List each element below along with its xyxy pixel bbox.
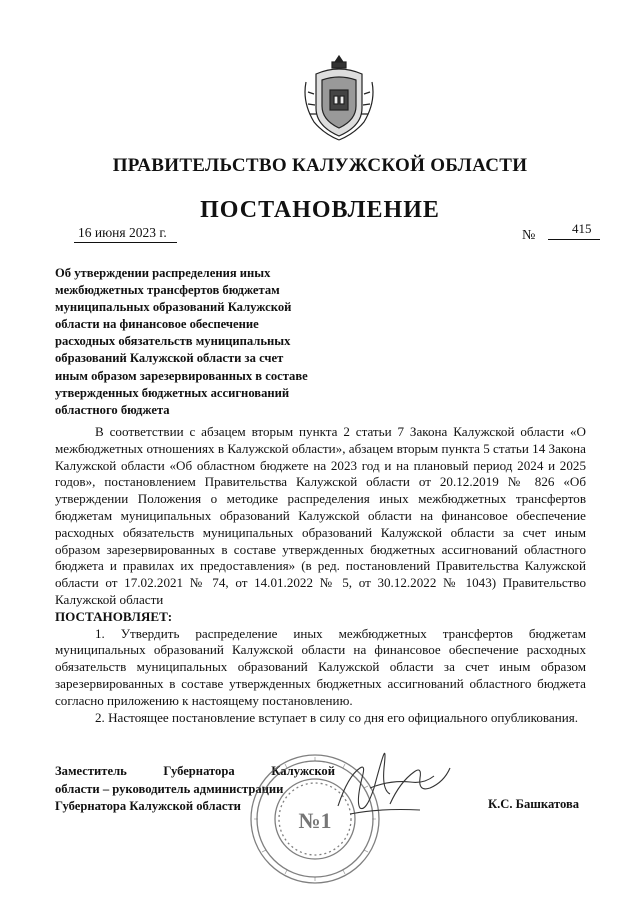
number-underline [548, 239, 600, 240]
signer-title-word: Заместитель [55, 764, 127, 778]
item-2-paragraph: 2. Настоящее постановление вступает в силу со дня его официального опубликования. [95, 709, 579, 725]
document-type: ПОСТАНОВЛЕНИЕ [200, 197, 440, 223]
number-label: № [522, 228, 536, 243]
document-body [55, 424, 586, 726]
subject-line: муниципальных образований Калужской [55, 300, 292, 315]
document-date: 16 июня 2023 г. [74, 225, 177, 243]
seal-center-text: №1 [298, 808, 332, 833]
signer-title-word: Калужской [271, 764, 335, 778]
signer-title-line-3: Губернатора Калужской области [55, 799, 241, 813]
item-1-paragraph: 1. Утвердить распределение иных межбюджетных трансфертов бюджетам муниципальных образований Калужской области на финансовое обеспечение расходных обязательств муниципальных образований Калужской области за счет иным образом зарезервированных в составе утвержденных бюджетных ассигнований областного бюджета согласно приложению к настоящему постановлению. [55, 625, 586, 708]
document-number: 415 [572, 221, 592, 236]
handwritten-signature-icon [330, 748, 460, 818]
subject-line: иным образом зарезервированных в составе [55, 368, 308, 383]
coat-of-arms-icon [300, 52, 378, 144]
subject-line: Об утверждении распределения иных [55, 266, 271, 280]
subject-line: областного бюджета [55, 402, 170, 417]
subject-line: области на финансовое обеспечение [55, 317, 259, 332]
subject-line: расходных обязательств муниципальных [55, 334, 291, 349]
signer-title-line-2: области – руководитель администрации [55, 781, 284, 796]
document-subject [55, 265, 339, 419]
government-name: ПРАВИТЕЛЬСТВО КАЛУЖСКОЙ ОБЛАСТИ [112, 155, 528, 176]
subject-line: образований Калужской области за счет [55, 351, 284, 366]
subject-line: утвержденных бюджетных ассигнований [55, 385, 290, 400]
subject-line: межбюджетных трансфертов бюджетам [55, 283, 280, 298]
signer-name: К.С. Башкатова [488, 797, 580, 811]
resolves-heading: ПОСТАНОВЛЯЕТ: [55, 608, 173, 624]
signer-title-word: Губернатора [163, 764, 235, 778]
preamble-paragraph: В соответствии с абзацем вторым пункта 2 статьи 7 Закона Калужской области «О межбюджетных отношениях в Калужской области», абзацем вторым пункта 5 статьи 14 Закона Калужской области «Об областном бюджете на 2023 год и на плановый период 2024 и 2025 годов», постановлением Правительства Калужской области от 20.12.2019 № 826 «Об утверждении Положения о методике распределения иных межбюджетных трансфертов бюджетам муниципальных образований Калужской области на финансовое обеспечение расходных обязательств муниципальных образований Калужской области за счет иным образом зарезервированных в составе утвержденных бюджетных ассигнований областного бюджета и правилах их предоставления» (в ред. постановлений Правительства Калужской области от 17.02.2021 № 74, от 14.01.2022 № 5, от 30.12.2022 № 1043) Правительство Калужской области [55, 424, 586, 607]
